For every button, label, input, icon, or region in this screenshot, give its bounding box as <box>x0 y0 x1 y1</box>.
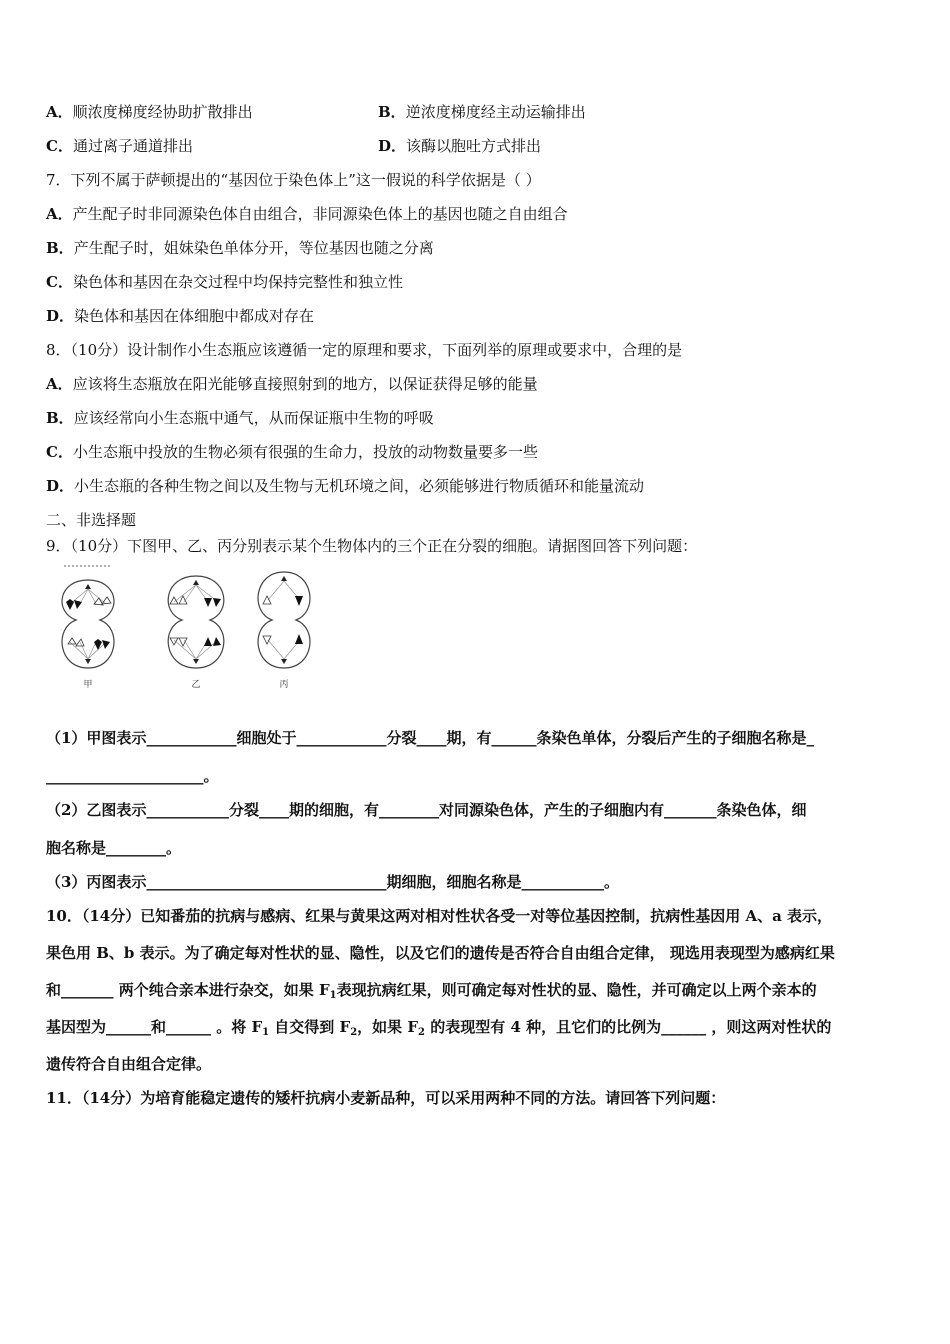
q9-part2-line2: 胞名称是________。 <box>46 839 182 857</box>
q7-option-d-text: 染色体和基因在体细胞中都成对存在 <box>74 307 315 325</box>
q7-option-b-text: 产生配子时，姐妹染色单体分开，等位基因也随之分离 <box>73 239 434 257</box>
q8-option-b <box>46 408 434 428</box>
q10-line4-part-a: 基因型为______和______ 。将 F <box>46 1018 263 1036</box>
cell-jia <box>62 566 114 690</box>
q7-option-a-letter: A． <box>46 205 73 223</box>
q10-line3 <box>46 980 817 1006</box>
fig-label-yi: 乙 <box>191 680 201 690</box>
q6-option-d-letter: D． <box>378 137 407 155</box>
q7-option-a <box>46 204 568 224</box>
q7-option-c <box>46 272 403 292</box>
q6-option-d <box>378 136 541 156</box>
q6-option-c-text: 通过离子通道排出 <box>72 137 193 155</box>
q7-option-c-letter: C． <box>46 273 73 291</box>
q6-option-b-letter: B． <box>378 103 406 121</box>
q7-option-c-text: 染色体和基因在杂交过程中均保持完整性和独立性 <box>72 273 403 291</box>
q8-option-a-letter: A． <box>46 375 73 393</box>
q6-option-b-text: 逆浓度梯度经主动运输排出 <box>405 103 586 121</box>
q10-line4-sub1: 1 <box>262 1027 270 1038</box>
q9-part3-line1: （3）丙图表示________________________________期细胞，细胞名称是___________。 <box>46 873 619 891</box>
q8-option-d-text: 小生态瓶的各种生物之间以及生物与无机环境之间，必须能够进行物质循环和能量流动 <box>74 477 645 495</box>
q10-line4 <box>46 1017 831 1043</box>
q10-line3-sub: 1 <box>329 990 337 1001</box>
q6-option-b <box>378 102 586 122</box>
q8-option-b-letter: B． <box>46 409 74 427</box>
q10-line4-sub2: 2 <box>350 1027 358 1038</box>
q9-stem: 9．（10分）下图甲、乙、丙分别表示某个生物体内的三个正在分裂的细胞。请据图回答下列问题： <box>46 537 698 555</box>
q10-line2: 果色用 B、b 表示。为了确定每对性状的显、隐性，以及它们的遗传是否符合自由组合定律， 现选用表现型为感病红果 <box>46 944 835 962</box>
q8-stem: 8．（10分）设计制作小生态瓶应该遵循一定的原理和要求，下面列举的原理或要求中，合理的是 <box>46 341 683 359</box>
q10-line4-part-d: 的表现型有 4 种，且它们的比例为______ ，则这两对性状的 <box>425 1018 832 1036</box>
q8-option-d-letter: D． <box>46 477 75 495</box>
q6-option-a <box>46 102 253 122</box>
q8-option-b-text: 应该经常向小生态瓶中通气，从而保证瓶中生物的呼吸 <box>73 409 434 427</box>
q7-option-d-letter: D． <box>46 307 75 325</box>
q10-line4-sub3: 2 <box>418 1027 425 1038</box>
q9-part1-line2: _____________________。 <box>46 767 219 785</box>
q10-line4-part-b: 自交得到 F <box>269 1018 351 1036</box>
q9-part1-line1: （1）甲图表示____________细胞处于____________分裂____期，有______条染色单体，分裂后产生的子细胞名称是_ <box>46 729 814 747</box>
fig-label-jia: 甲 <box>83 680 93 690</box>
cell-yi <box>168 576 224 690</box>
q6-option-c <box>46 136 193 156</box>
q7-stem: 7．下列不属于萨顿提出的“基因位于染色体上”这一假说的科学依据是（ ） <box>46 171 541 189</box>
cell-division-figure <box>48 562 328 697</box>
q8-option-c-text: 小生态瓶中投放的生物必须有很强的生命力，投放的动物数量要多一些 <box>72 443 538 461</box>
fig-label-bing: 丙 <box>279 680 289 690</box>
q8-option-d <box>46 476 644 496</box>
q6-option-c-letter: C． <box>46 137 73 155</box>
q10-line3-part-a: 和_______ 两个纯合亲本进行杂交，如果 F <box>46 981 330 999</box>
q8-option-c-letter: C． <box>46 443 73 461</box>
q10-line3-part-b: 表现抗病红果，则可确定每对性状的显、隐性，并可确定以上两个亲本的 <box>336 981 817 999</box>
cell-bing <box>258 572 310 690</box>
q10-line1: 10．（14分）已知番茄的抗病与感病、红果与黄果这两对相对性状各受一对等位基因控制，抗病性基因用 A、a 表示， <box>46 907 833 925</box>
q9-part2-line1: （2）乙图表示___________分裂____期的细胞，有________对同源染色体，产生的子细胞内有_______条染色体，细 <box>46 801 807 819</box>
q6-option-a-letter: A． <box>46 103 73 121</box>
q10-line5: 遗传符合自由组合定律。 <box>46 1055 212 1073</box>
q7-option-b-letter: B． <box>46 239 74 257</box>
q7-option-d <box>46 306 314 326</box>
q6-option-d-text: 该酶以胞吐方式排出 <box>406 137 542 155</box>
q6-option-a-text: 顺浓度梯度经协助扩散排出 <box>72 103 253 121</box>
q7-option-b <box>46 238 434 258</box>
q8-option-a-text: 应该将生态瓶放在阳光能够直接照射到的地方，以保证获得足够的能量 <box>72 375 538 393</box>
q11-stem: 11．（14分）为培育能稳定遗传的矮杆抗病小麦新品种，可以采用两种不同的方法。请回答下列问题： <box>46 1089 726 1107</box>
section-heading: 二、非选择题 <box>46 511 137 529</box>
q8-option-c <box>46 442 538 462</box>
q7-option-a-text: 产生配子时非同源染色体自由组合，非同源染色体上的基因也随之自由组合 <box>72 205 568 223</box>
q10-line4-part-c: ，如果 F <box>357 1018 419 1036</box>
q8-option-a <box>46 374 538 394</box>
